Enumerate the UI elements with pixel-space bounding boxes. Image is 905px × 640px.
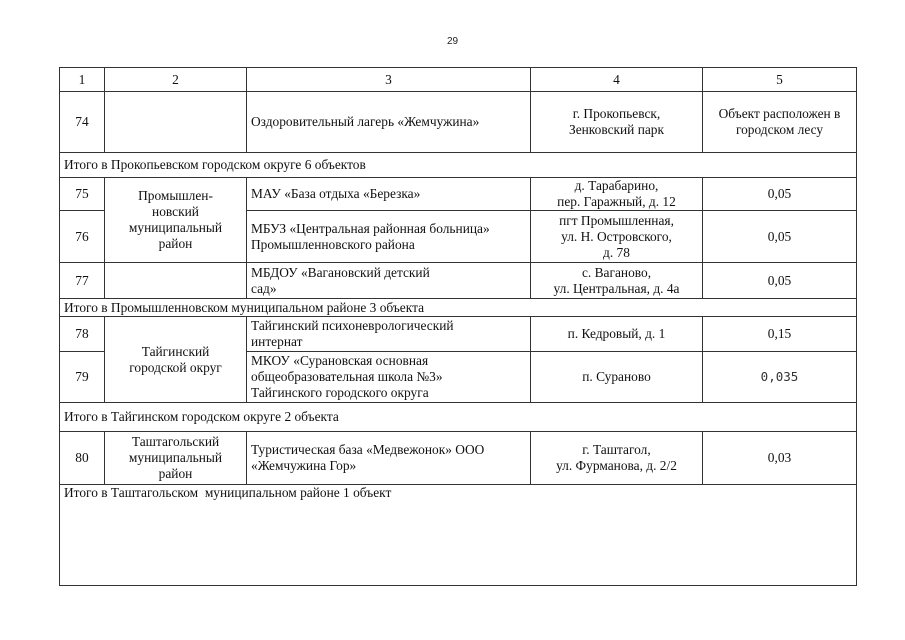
row-number: 74	[60, 92, 105, 153]
subtotal-taiga: Итого в Тайгинском городском округе 2 объекта	[60, 403, 857, 432]
object-value: 0,05	[703, 178, 857, 211]
object-value: 0,035	[703, 352, 857, 403]
subtotal-row	[60, 485, 857, 586]
header-col-3: 3	[247, 68, 531, 92]
table-row	[60, 263, 857, 299]
table-row	[60, 317, 857, 352]
object-address: д. Тарабарино, пер. Гаражный, д. 12	[531, 178, 703, 211]
table-header-row	[60, 68, 857, 92]
row-number: 78	[60, 317, 105, 352]
header-col-2: 2	[105, 68, 247, 92]
table-row	[60, 178, 857, 211]
header-col-1: 1	[60, 68, 105, 92]
header-col-5: 5	[703, 68, 857, 92]
object-name: МБУЗ «Центральная районная больница» Промышленновского района	[247, 211, 531, 263]
district-cell: Таштагольский муниципальный район	[105, 432, 247, 485]
subtotal-row	[60, 299, 857, 317]
row-number: 80	[60, 432, 105, 485]
district-cell: Промышлен- новский муниципальный район	[105, 178, 247, 263]
row-number: 77	[60, 263, 105, 299]
object-address: п. Сураново	[531, 352, 703, 403]
object-name: МБДОУ «Вагановский детский сад»	[247, 263, 531, 299]
object-name: Оздоровительный лагерь «Жемчужина»	[247, 92, 531, 153]
subtotal-row	[60, 153, 857, 178]
object-value: 0,05	[703, 211, 857, 263]
object-address: п. Кедровый, д. 1	[531, 317, 703, 352]
subtotal-prokopyevsk: Итого в Прокопьевском городском округе 6 объектов	[60, 153, 857, 178]
object-name: МАУ «База отдыха «Березка»	[247, 178, 531, 211]
object-name: Туристическая база «Медвежонок» ООО «Жемчужина Гор»	[247, 432, 531, 485]
object-address: с. Ваганово, ул. Центральная, д. 4а	[531, 263, 703, 299]
row-number: 76	[60, 211, 105, 263]
object-value: Объект расположен в городском лесу	[703, 92, 857, 153]
district-cell: Тайгинский городской округ	[105, 317, 247, 403]
table-row	[60, 92, 857, 153]
object-address: г. Прокопьевск, Зенковский парк	[531, 92, 703, 153]
row-number: 75	[60, 178, 105, 211]
objects-table	[59, 67, 857, 586]
district-cell	[105, 263, 247, 299]
table-row	[60, 432, 857, 485]
subtotal-tashtagol-text: Итого в Таштагольском муниципальном районе 1 объект	[64, 485, 392, 500]
object-value: 0,05	[703, 263, 857, 299]
page-number: 29	[446, 36, 459, 47]
subtotal-promyshlennovsky: Итого в Промышленновском муниципальном районе 3 объекта	[60, 299, 857, 317]
object-value: 0,03	[703, 432, 857, 485]
object-value: 0,15	[703, 317, 857, 352]
subtotal-tashtagol	[60, 485, 857, 586]
district-cell	[105, 92, 247, 153]
row-number: 79	[60, 352, 105, 403]
subtotal-row	[60, 403, 857, 432]
object-address: пгт Промышленная, ул. Н. Островского, д. 78	[531, 211, 703, 263]
empty-area	[64, 501, 852, 585]
object-address: г. Таштагол, ул. Фурманова, д. 2/2	[531, 432, 703, 485]
object-name: Тайгинский психоневрологический интернат	[247, 317, 531, 352]
header-col-4: 4	[531, 68, 703, 92]
object-name: МКОУ «Сурановская основная общеобразовательная школа №3» Тайгинского городского округа	[247, 352, 531, 403]
